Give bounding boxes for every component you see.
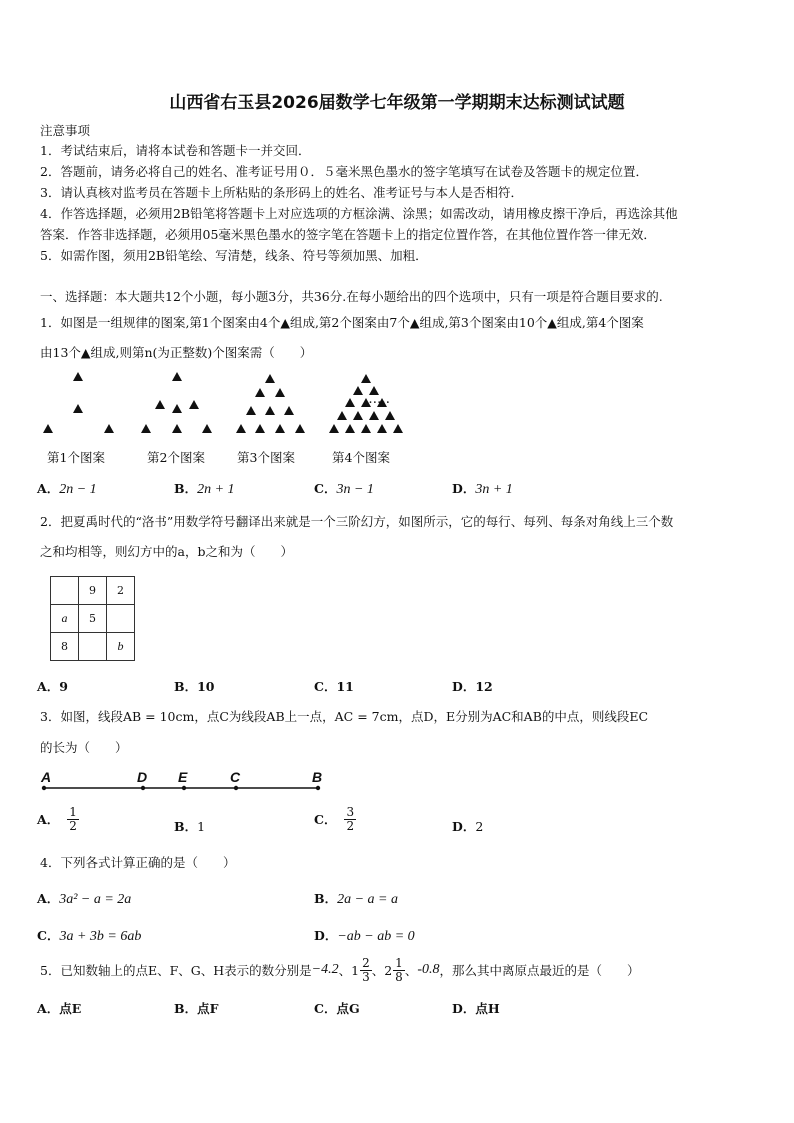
q1-caption: 第2个图案 xyxy=(147,450,205,465)
point-label: E xyxy=(178,769,188,785)
q5-stem-text: 5．已知数轴上的点E、F、G、H表示的数分别是 xyxy=(40,963,312,978)
triangle-icon xyxy=(361,374,371,383)
q1-option-c[interactable]: C．3n − 1 xyxy=(314,481,374,497)
q5-option-d[interactable]: D．点H xyxy=(452,1001,500,1016)
q5-value: −4.2 xyxy=(311,962,339,977)
triangle-icon xyxy=(353,411,363,420)
triangle-icon xyxy=(377,424,387,433)
q2-option-a[interactable]: A．9 xyxy=(37,679,68,694)
q4-stem: 4．下列各式计算正确的是（ ） xyxy=(40,855,236,870)
triangle-icon xyxy=(275,388,285,397)
q1-option-a[interactable]: A．2n − 1 xyxy=(37,481,97,497)
point-e xyxy=(182,786,186,790)
point-label: A xyxy=(41,769,52,785)
magic-square-cell xyxy=(79,633,107,661)
triangle-icon xyxy=(385,411,395,420)
notes-heading: 注意事项 xyxy=(40,123,91,138)
triangle-icon xyxy=(255,388,265,397)
q2-option-b[interactable]: B．10 xyxy=(174,679,215,694)
q1-triangle-figure xyxy=(36,366,456,442)
q2-option-d[interactable]: D．12 xyxy=(452,679,493,694)
divider xyxy=(80,660,92,661)
q2-option-c[interactable]: C．11 xyxy=(314,679,354,694)
q1-caption: 第1个图案 xyxy=(47,450,105,465)
triangle-icon xyxy=(284,406,294,415)
magic-square-cell: 9 xyxy=(79,577,107,605)
triangle-icon xyxy=(275,424,285,433)
q1-stem: 由13个▲组成,则第n(为正整数)个图案需（ ） xyxy=(40,345,313,360)
q1-option-b[interactable]: B．2n + 1 xyxy=(174,481,235,497)
triangle-icon xyxy=(73,372,83,381)
magic-square-cell: b xyxy=(107,633,135,661)
q1-caption: 第4个图案 xyxy=(332,450,390,465)
q5-mixed-number: 2 $\frac{1}{8}$ xyxy=(384,955,403,984)
magic-square-cell xyxy=(51,577,79,605)
q3-option-c[interactable]: C． $\frac{3}{2}$ xyxy=(314,805,355,833)
note-item: 5．如需作图，须用2B铅笔绘、写清楚，线条、符号等须加黑、加粗． xyxy=(40,248,428,263)
triangle-icon xyxy=(329,424,339,433)
q4-option-a[interactable]: A．3a² − a = 2a xyxy=(37,891,132,907)
q5-value: -0.8 xyxy=(417,962,440,977)
q5-option-b[interactable]: B．点F xyxy=(174,1001,219,1016)
section-heading: 一、选择题：本大题共12个小题，每小题3分，共36分.在每小题给出的四个选项中，只有一项是符合题目要求的. xyxy=(40,289,663,304)
triangle-icon xyxy=(369,411,379,420)
triangle-icon xyxy=(104,424,114,433)
q2-stem: 2．把夏禹时代的“洛书”用数学符号翻译出来就是一个三阶幻方，如图所示，它的每行、每列、每条对角线上三个数 xyxy=(40,514,674,529)
triangle-icon xyxy=(265,406,275,415)
triangle-icon xyxy=(172,404,182,413)
triangle-icon xyxy=(345,398,355,407)
q5-option-a[interactable]: A．点E xyxy=(37,1001,82,1016)
triangle-icon xyxy=(295,424,305,433)
q5-option-c[interactable]: C．点G xyxy=(314,1001,360,1016)
point-c xyxy=(234,786,238,790)
q1-option-d[interactable]: D．3n + 1 xyxy=(452,481,513,497)
magic-square xyxy=(50,576,135,661)
triangle-icon xyxy=(255,424,265,433)
note-item: 1．考试结束后，请将本试卷和答题卡一并交回． xyxy=(40,143,311,158)
q3-stem: 的长为（ ） xyxy=(40,740,128,755)
q2-stem: 之和均相等，则幻方中的a，b之和为（ ） xyxy=(40,544,293,559)
q5-mixed-number: 1 $\frac{2}{3}$ xyxy=(351,955,370,984)
triangle-icon xyxy=(43,424,53,433)
q3-segment-figure xyxy=(36,768,336,798)
triangle-icon xyxy=(189,400,199,409)
magic-square-cell: 2 xyxy=(107,577,135,605)
q4-option-d[interactable]: D．−ab − ab = 0 xyxy=(314,928,415,944)
page-title: 山西省右玉县2026届数学七年级第一学期期末达标测试试题 xyxy=(169,93,625,113)
triangle-icon xyxy=(236,424,246,433)
triangle-icon xyxy=(202,424,212,433)
point-label: B xyxy=(312,769,323,785)
triangle-icon xyxy=(141,424,151,433)
magic-square-cell: a xyxy=(51,605,79,633)
q4-option-c[interactable]: C．3a + 3b = 6ab xyxy=(37,928,142,944)
note-item: 4．作答选择题，必须用2B铅笔将答题卡上对应选项的方框涂满、涂黑；如需改动，请用橡皮擦干净后，再选涂其他 xyxy=(40,206,678,221)
q3-stem: 3．如图，线段AB = 10cm，点C为线段AB上一点，AC = 7cm，点D，E分别为AC和AB的中点，则线段EC xyxy=(40,709,649,724)
magic-square-cell: 8 xyxy=(51,633,79,661)
triangle-icon xyxy=(73,404,83,413)
triangle-icon xyxy=(353,386,363,395)
q1-stem: 1．如图是一组规律的图案,第1个图案由4个▲组成,第2个图案由7个▲组成,第3个图案由10个▲组成,第4个图案 xyxy=(40,315,644,330)
point-a xyxy=(42,786,46,790)
point-b xyxy=(316,786,320,790)
q5-stem: 5．已知数轴上的点E、F、G、H表示的数分别是 −4.2 、 1 $\frac{2}{3}$ 、 2 $\frac{1}{8}$ 、 -0.8 ，那么其中离原点最近的是（ ） xyxy=(40,955,640,984)
q5-stem-text: ，那么其中离原点最近的是（ ） xyxy=(439,963,640,978)
triangle-icon xyxy=(265,374,275,383)
triangle-icon xyxy=(172,424,182,433)
note-item: 3．请认真核对监考员在答题卡上所粘贴的条形码上的姓名、准考证号与本人是否相符． xyxy=(40,185,523,200)
triangle-icon xyxy=(393,424,403,433)
triangle-icon xyxy=(155,400,165,409)
note-item: 2．答题前，请务必将自己的姓名、准考证号用０．５毫米黑色墨水的签字笔填写在试卷及答题卡的规定位置． xyxy=(40,164,648,179)
magic-square-cell xyxy=(107,605,135,633)
q3-option-a[interactable]: A． $\frac{1}{2}$ xyxy=(37,805,77,833)
point-d xyxy=(141,786,145,790)
q4-option-b[interactable]: B．2a − a = a xyxy=(314,891,398,907)
triangle-icon xyxy=(172,372,182,381)
continuation-dots: …… xyxy=(364,392,390,407)
magic-square-cell: 5 xyxy=(79,605,107,633)
note-item: 答案．作答非选择题，必须用05毫米黑色墨水的签字笔在答题卡上的指定位置作答，在其他位置作答一律无效． xyxy=(40,227,656,242)
triangle-icon xyxy=(345,424,355,433)
point-label: C xyxy=(230,769,241,785)
point-label: D xyxy=(137,769,148,785)
triangle-icon xyxy=(361,424,371,433)
triangle-icon xyxy=(246,406,256,415)
q3-option-b[interactable]: B．1 xyxy=(174,819,206,834)
triangle-icon xyxy=(337,411,347,420)
q3-option-d[interactable]: D．2 xyxy=(452,819,484,834)
q1-caption: 第3个图案 xyxy=(237,450,295,465)
